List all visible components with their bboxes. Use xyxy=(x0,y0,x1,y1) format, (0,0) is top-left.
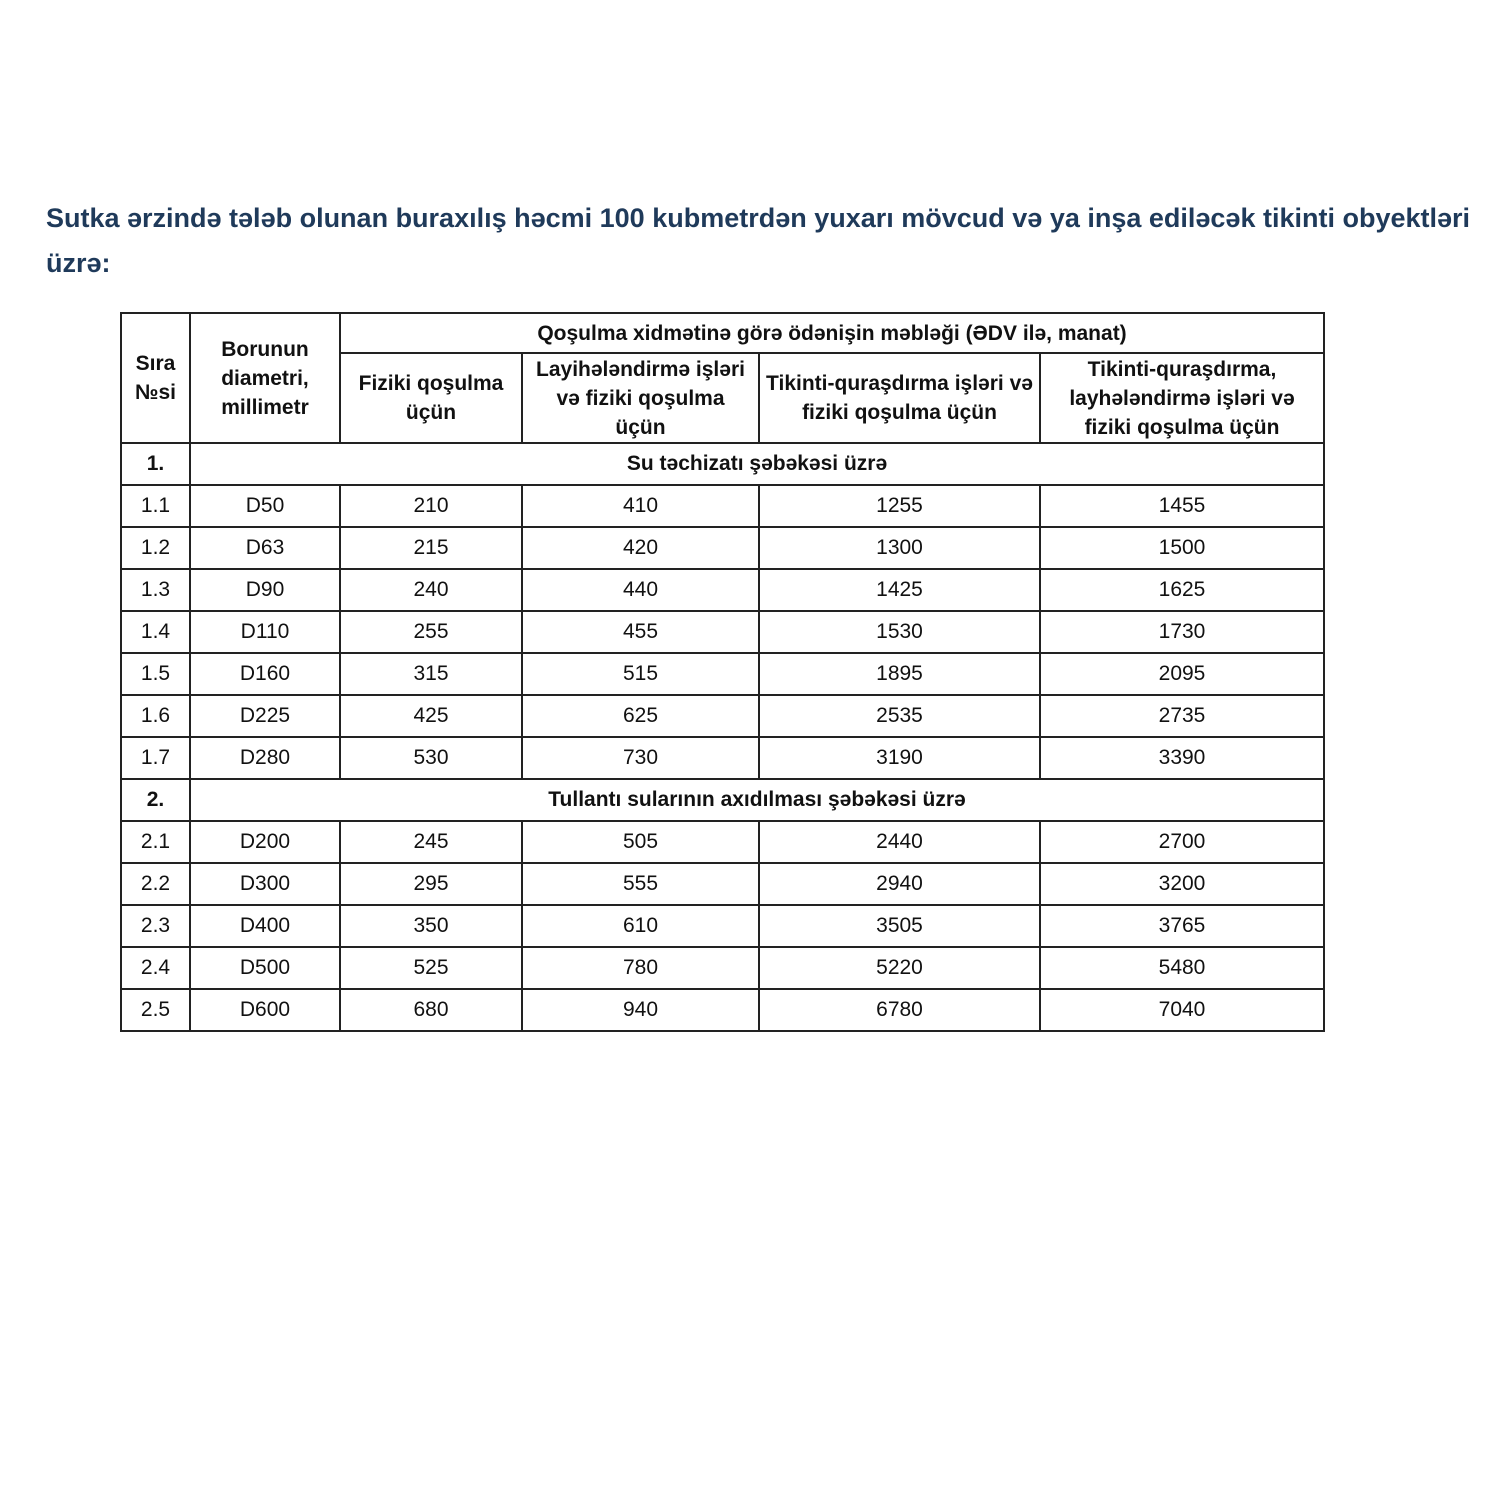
cell-number: 2.5 xyxy=(121,989,190,1031)
cell-value: 2535 xyxy=(759,695,1040,737)
table-row xyxy=(121,863,1324,905)
cell-value: 625 xyxy=(522,695,759,737)
cell-diameter: D300 xyxy=(190,863,340,905)
cell-value: 5480 xyxy=(1040,947,1324,989)
section-title: Tullantı sularının axıdılması şəbəkəsi üzrə xyxy=(190,779,1324,821)
cell-number: 1.1 xyxy=(121,485,190,527)
cell-value: 7040 xyxy=(1040,989,1324,1031)
cell-value: 530 xyxy=(340,737,522,779)
cell-value: 2440 xyxy=(759,821,1040,863)
table-row xyxy=(121,695,1324,737)
cell-value: 350 xyxy=(340,905,522,947)
section-row xyxy=(121,779,1324,821)
cell-diameter: D400 xyxy=(190,905,340,947)
cell-value: 525 xyxy=(340,947,522,989)
cell-number: 1.4 xyxy=(121,611,190,653)
table-header xyxy=(121,313,1324,443)
section-number: 1. xyxy=(121,443,190,485)
cell-value: 3505 xyxy=(759,905,1040,947)
cell-number: 2.2 xyxy=(121,863,190,905)
cell-value: 215 xyxy=(340,527,522,569)
cell-diameter: D160 xyxy=(190,653,340,695)
page-heading: Sutka ərzində tələb olunan buraxılış həcmi 100 kubmetrdən yuxarı mövcud və ya inşa ediləcək tikinti obyektləri üzrə: xyxy=(46,203,1471,278)
header-physical-connection: Fiziki qoşulma üçün xyxy=(340,353,522,443)
cell-number: 2.3 xyxy=(121,905,190,947)
cell-value: 1300 xyxy=(759,527,1040,569)
table-body xyxy=(121,443,1324,1031)
table-row xyxy=(121,947,1324,989)
table-row xyxy=(121,569,1324,611)
cell-value: 3190 xyxy=(759,737,1040,779)
cell-value: 555 xyxy=(522,863,759,905)
cell-diameter: D110 xyxy=(190,611,340,653)
cell-value: 1455 xyxy=(1040,485,1324,527)
cell-value: 1530 xyxy=(759,611,1040,653)
section-number: 2. xyxy=(121,779,190,821)
cell-diameter: D200 xyxy=(190,821,340,863)
cell-diameter: D600 xyxy=(190,989,340,1031)
cell-value: 780 xyxy=(522,947,759,989)
cell-diameter: D50 xyxy=(190,485,340,527)
cell-value: 240 xyxy=(340,569,522,611)
cell-value: 410 xyxy=(522,485,759,527)
cell-value: 315 xyxy=(340,653,522,695)
cell-value: 3200 xyxy=(1040,863,1324,905)
header-construction-design-and-connection: Tikinti-quraşdırma, layhələndirmə işləri və fiziki qoşulma üçün xyxy=(1040,353,1324,443)
cell-number: 1.5 xyxy=(121,653,190,695)
cell-value: 210 xyxy=(340,485,522,527)
cell-value: 1500 xyxy=(1040,527,1324,569)
cell-value: 1425 xyxy=(759,569,1040,611)
cell-value: 255 xyxy=(340,611,522,653)
cell-value: 425 xyxy=(340,695,522,737)
header-design-and-connection: Layihələndirmə işləri və fiziki qoşulma üçün xyxy=(522,353,759,443)
cell-value: 2735 xyxy=(1040,695,1324,737)
connection-fee-table xyxy=(120,312,1325,1032)
cell-diameter: D90 xyxy=(190,569,340,611)
header-fee-group: Qoşulma xidmətinə görə ödənişin məbləği (ƏDV ilə, manat) xyxy=(340,313,1324,353)
cell-diameter: D63 xyxy=(190,527,340,569)
cell-value: 1895 xyxy=(759,653,1040,695)
header-diameter: Borunun diametri, millimetr xyxy=(190,313,340,443)
cell-number: 1.3 xyxy=(121,569,190,611)
table-row xyxy=(121,737,1324,779)
header-number: Sıra №si xyxy=(121,313,190,443)
cell-value: 2095 xyxy=(1040,653,1324,695)
header-construction-and-connection: Tikinti-quraşdırma işləri və fiziki qoşulma üçün xyxy=(759,353,1040,443)
section-row xyxy=(121,443,1324,485)
cell-value: 940 xyxy=(522,989,759,1031)
cell-value: 3765 xyxy=(1040,905,1324,947)
table-row xyxy=(121,527,1324,569)
cell-number: 2.4 xyxy=(121,947,190,989)
cell-number: 1.2 xyxy=(121,527,190,569)
cell-value: 2940 xyxy=(759,863,1040,905)
cell-number: 2.1 xyxy=(121,821,190,863)
cell-diameter: D225 xyxy=(190,695,340,737)
table-row xyxy=(121,989,1324,1031)
cell-value: 5220 xyxy=(759,947,1040,989)
header-row-top xyxy=(121,313,1324,353)
cell-value: 440 xyxy=(522,569,759,611)
cell-value: 1730 xyxy=(1040,611,1324,653)
cell-value: 295 xyxy=(340,863,522,905)
table-row xyxy=(121,821,1324,863)
cell-value: 610 xyxy=(522,905,759,947)
table-row xyxy=(121,905,1324,947)
cell-value: 3390 xyxy=(1040,737,1324,779)
cell-value: 505 xyxy=(522,821,759,863)
section-title: Su təchizatı şəbəkəsi üzrə xyxy=(190,443,1324,485)
cell-value: 6780 xyxy=(759,989,1040,1031)
cell-value: 420 xyxy=(522,527,759,569)
cell-diameter: D280 xyxy=(190,737,340,779)
table-row xyxy=(121,485,1324,527)
cell-number: 1.6 xyxy=(121,695,190,737)
cell-value: 515 xyxy=(522,653,759,695)
table-row xyxy=(121,653,1324,695)
cell-diameter: D500 xyxy=(190,947,340,989)
cell-value: 680 xyxy=(340,989,522,1031)
cell-number: 1.7 xyxy=(121,737,190,779)
cell-value: 1255 xyxy=(759,485,1040,527)
cell-value: 730 xyxy=(522,737,759,779)
cell-value: 2700 xyxy=(1040,821,1324,863)
cell-value: 245 xyxy=(340,821,522,863)
table-row xyxy=(121,611,1324,653)
cell-value: 1625 xyxy=(1040,569,1324,611)
cell-value: 455 xyxy=(522,611,759,653)
